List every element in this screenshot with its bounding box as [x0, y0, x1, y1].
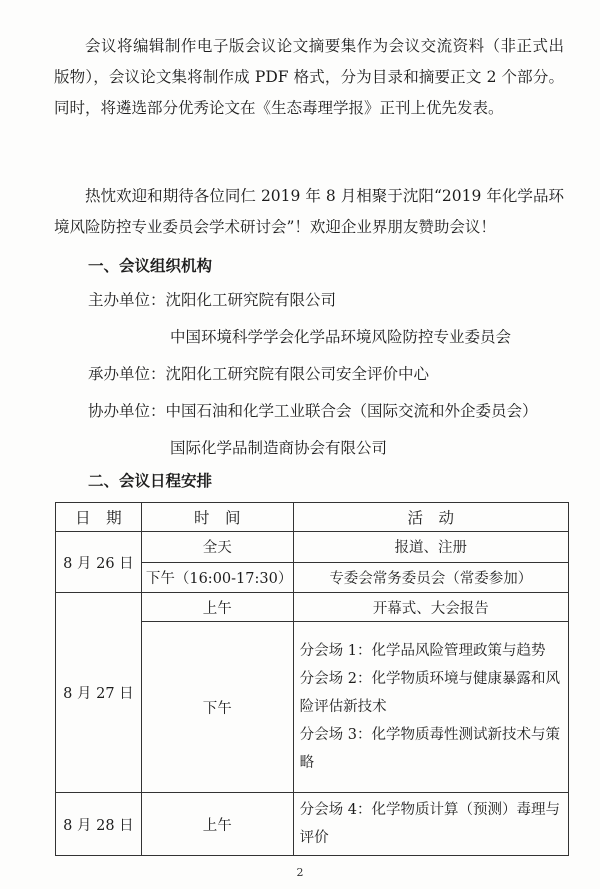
- schedule-table: [55, 502, 569, 856]
- activity-cell: 开幕式、大会报告: [293, 593, 568, 622]
- session-item: 分会场 2：化学物质环境与健康暴露和风险评估新技术: [299, 671, 560, 715]
- time-cell: 下午（16:00-17:30）: [141, 562, 293, 593]
- intro-paragraph-2: 热忱欢迎和期待各位同仁 2019 年 8 月相聚于沈阳“2019 年化学品环境风险防控专业委员会学术研讨会”！欢迎企业界朋友赞助会议！: [54, 187, 564, 236]
- header-date: 日 期: [56, 503, 142, 532]
- date-cell: 8 月 28 日: [56, 793, 142, 856]
- org-value: 沈阳化工研究院有限公司安全评价中心: [165, 365, 430, 383]
- org-value: 国际化学品制造商协会有限公司: [170, 439, 388, 457]
- section-heading-organization: 一、会议组织机构: [88, 257, 213, 275]
- org-row-host-2: [170, 327, 511, 347]
- org-row-host: [88, 290, 336, 310]
- org-row-co-organizer-2: [170, 438, 387, 458]
- activity-cell: 报道、注册: [293, 532, 568, 563]
- date-cell: 8 月 27 日: [56, 593, 142, 793]
- session-item: 分会场 3：化学物质毒性测试新技术与策略: [299, 727, 560, 771]
- org-label: 协办单位：: [88, 402, 166, 420]
- org-row-organizer: [88, 364, 429, 384]
- org-value: 中国环境科学学会化学品环境风险防控专业委员会: [170, 328, 512, 346]
- page-number: 2: [296, 866, 304, 879]
- session-item: 分会场 1：化学品风险管理政策与趋势: [299, 643, 546, 659]
- org-value: 中国石油和化学工业联合会（国际交流和外企委员会）: [165, 402, 538, 420]
- table-row: [56, 793, 569, 856]
- org-value: 沈阳化工研究院有限公司: [165, 291, 337, 309]
- header-time: 时 间: [141, 503, 293, 532]
- header-activity: 活 动: [293, 503, 568, 532]
- activity-cell: 专委会常务委员会（常委参加）: [293, 562, 568, 593]
- org-row-co-organizer: [88, 401, 538, 421]
- time-cell: 上午: [141, 593, 293, 622]
- org-label: 承办单位：: [88, 365, 166, 383]
- time-cell: 下午: [141, 622, 293, 793]
- activity-cell: 分会场 4：化学物质计算（预测）毒理与评价: [293, 793, 568, 856]
- date-cell: 8 月 26 日: [56, 532, 142, 593]
- table-header-row: [56, 503, 569, 532]
- activity-cell: [293, 622, 568, 793]
- time-cell: 全天: [141, 532, 293, 563]
- section-heading-schedule: 二、会议日程安排: [88, 472, 213, 490]
- org-label: 主办单位：: [88, 291, 166, 309]
- intro-paragraph-1: 会议将编辑制作电子版会议论文摘要集作为会议交流资料（非正式出版物），会议论文集将制作成 PDF 格式，分为目录和摘要正文 2 个部分。同时，将遴选部分优秀论文在《生态毒理学报》正刊上优先发表。: [54, 37, 564, 117]
- table-row: [56, 593, 569, 622]
- time-cell: 上午: [141, 793, 293, 856]
- table-row: [56, 532, 569, 563]
